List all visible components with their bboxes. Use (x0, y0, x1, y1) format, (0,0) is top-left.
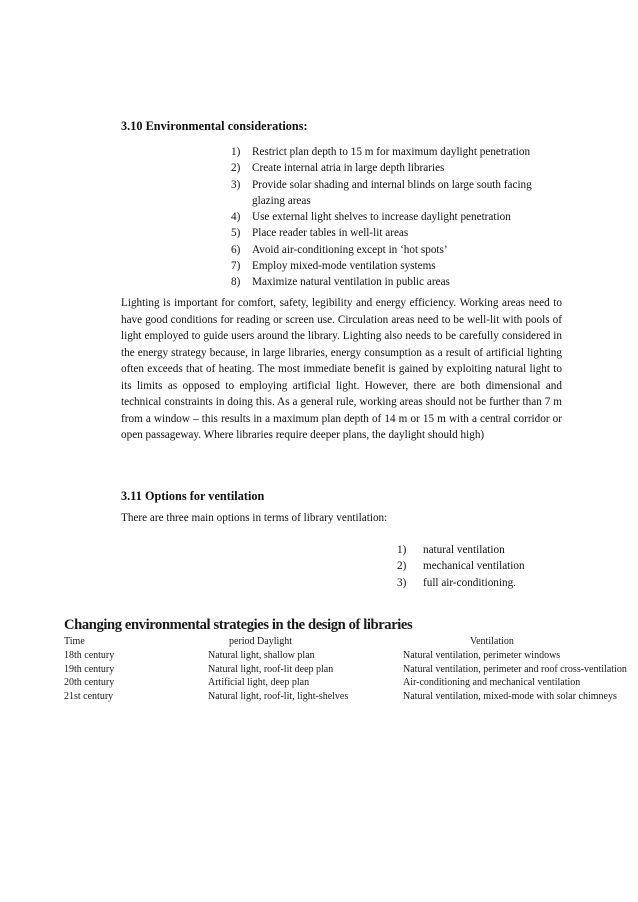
table-cell: Natural ventilation, perimeter and roof cross-ventilation (403, 663, 627, 675)
ventilation-options-list (397, 542, 525, 591)
table-cell: 18th century (64, 649, 115, 661)
list-number: 3) (397, 576, 407, 589)
list-item (231, 225, 561, 241)
list-text: Restrict plan depth to 15 m for maximum daylight penetration (252, 146, 531, 158)
list-number: 4) (231, 211, 241, 224)
list-number: 1) (231, 146, 241, 158)
table-cell: 20th century (64, 677, 115, 689)
table-cell: Natural light, roof-lit deep plan (208, 663, 334, 675)
table-header-time: Time (64, 636, 85, 647)
list-item (231, 258, 561, 274)
list-number: 1) (397, 544, 407, 556)
table-header-daylight: period Daylight (229, 636, 293, 647)
list-item (231, 160, 561, 176)
lighting-paragraph: Lighting is important for comfort, safety, legibility and energy efficiency. Working areas need to have good conditions for reading or screen use. Circulation areas need to be well-lit with pools of light employed to guide users around the library. Lighting also needs to be carefully considered in the energy strategy because, in large libraries, energy consumption as a result of artificial lighting often exceeds that of heating. The most immediate benefit is gained by exploiting natural light to its limits as opposed to employing artificial light. However, there are both dimensional and technical constraints in doing this. As a general rule, working areas should not be further than 7 m from a window – this results in a maximum plan depth of 14 m or 15 m with a central corridor or open passageway. Where libraries require deeper plans, the daylight should high) (121, 297, 562, 442)
table-cell: Air-conditioning and mechanical ventilation (403, 677, 581, 689)
table-cell: 19th century (64, 663, 115, 675)
table-cell: Natural light, shallow plan (208, 649, 315, 661)
environmental-considerations-list (231, 144, 561, 291)
list-text: Maximize natural ventilation in public areas (252, 276, 450, 289)
table-cell: Artificial light, deep plan (208, 677, 310, 689)
table-column-time (64, 635, 114, 704)
list-text: Create internal atria in large depth libraries (252, 162, 445, 175)
list-text: Provide solar shading and internal blinds on large south facing glazing areas (252, 178, 532, 207)
table-cell: Natural ventilation, perimeter windows (403, 649, 561, 661)
list-text: Avoid air-conditioning except in ‘hot spots’ (252, 243, 448, 256)
list-number: 5) (231, 227, 241, 240)
list-number: 7) (231, 260, 241, 273)
list-item (231, 144, 561, 160)
list-item (231, 274, 561, 290)
table-cell: Natural light, roof-lit, light-shelves (208, 691, 349, 703)
strategies-table-title: Changing environmental strategies in the design of libraries (64, 617, 413, 633)
table-header-ventilation: Ventilation (470, 636, 514, 647)
list-item (397, 542, 525, 558)
list-text: Place reader tables in well-lit areas (252, 227, 409, 240)
ventilation-intro: There are three main options in terms of library ventilation: (121, 512, 388, 524)
list-item (231, 242, 561, 258)
table-column-ventilation (403, 635, 627, 704)
list-text: natural ventilation (423, 544, 505, 556)
list-number: 6) (231, 243, 241, 256)
table-cell: 21st century (64, 691, 114, 703)
list-text: Use external light shelves to increase daylight penetration (252, 211, 511, 224)
list-text: full air-conditioning. (423, 576, 516, 589)
list-text: mechanical ventilation (423, 560, 525, 573)
list-item (231, 177, 561, 210)
list-number: 8) (231, 276, 241, 289)
list-number: 2) (231, 162, 241, 175)
list-item (231, 209, 561, 225)
table-column-daylight (208, 635, 348, 704)
table-cell: Natural ventilation, mixed-mode with solar chimneys (403, 691, 617, 703)
section-3-10-heading: 3.10 Environmental considerations: (121, 119, 308, 133)
list-number: 3) (231, 178, 241, 191)
section-3-11-heading: 3.11 Options for ventilation (121, 489, 265, 503)
list-number: 2) (397, 560, 407, 573)
list-item (397, 558, 525, 574)
list-item (397, 575, 525, 591)
list-text: Employ mixed-mode ventilation systems (252, 260, 436, 273)
